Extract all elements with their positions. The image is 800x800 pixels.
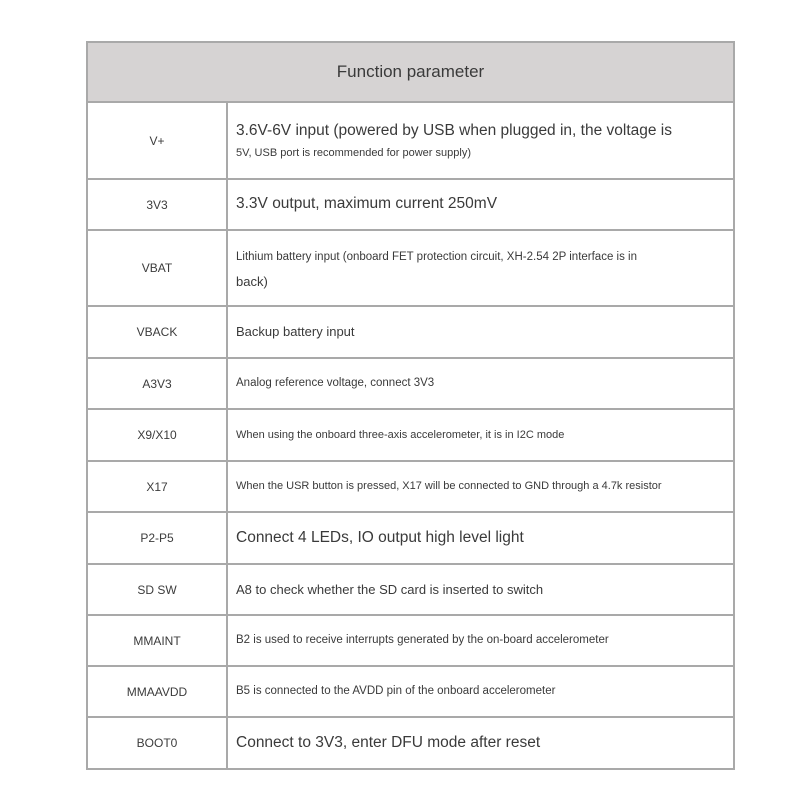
pin-description: When using the onboard three-axis accelerometer, it is in I2C mode xyxy=(227,409,734,461)
table-row xyxy=(87,306,734,358)
table-row xyxy=(87,409,734,461)
pin-name: BOOT0 xyxy=(87,717,227,769)
description-line-2: back) xyxy=(236,274,268,290)
pin-name: MMAINT xyxy=(87,615,227,666)
pin-description: Analog reference voltage, connect 3V3 xyxy=(227,358,734,409)
pin-description: Backup battery input xyxy=(227,306,734,358)
table-row xyxy=(87,717,734,769)
pin-description: B5 is connected to the AVDD pin of the onboard accelerometer xyxy=(227,666,734,717)
table-row xyxy=(87,179,734,230)
table-row xyxy=(87,564,734,615)
table-row xyxy=(87,512,734,564)
table-row xyxy=(87,358,734,409)
pin-name: VBACK xyxy=(87,306,227,358)
table-row xyxy=(87,461,734,512)
pin-description: B2 is used to receive interrupts generated by the on-board accelerometer xyxy=(227,615,734,666)
table-row xyxy=(87,230,734,306)
pin-description: A8 to check whether the SD card is inserted to switch xyxy=(227,564,734,615)
pin-name: X9/X10 xyxy=(87,409,227,461)
pin-name: SD SW xyxy=(87,564,227,615)
pin-name: 3V3 xyxy=(87,179,227,230)
pin-name: MMAAVDD xyxy=(87,666,227,717)
description-line-1: 3.6V-6V input (powered by USB when plugged in, the voltage is xyxy=(236,122,672,140)
pin-name: A3V3 xyxy=(87,358,227,409)
pin-description: Connect to 3V3, enter DFU mode after reset xyxy=(227,717,734,769)
description-line-1: Lithium battery input (onboard FET protection circuit, XH-2.54 2P interface is in xyxy=(236,251,637,264)
pin-description: When the USR button is pressed, X17 will be connected to GND through a 4.7k resistor xyxy=(227,461,734,512)
table-row xyxy=(87,102,734,179)
function-parameter-table xyxy=(86,41,735,770)
pin-name: P2-P5 xyxy=(87,512,227,564)
description-line-2: 5V, USB port is recommended for power supply) xyxy=(236,147,471,160)
pin-description: 3.3V output, maximum current 250mV xyxy=(227,179,734,230)
pin-description xyxy=(227,102,734,179)
table-row xyxy=(87,666,734,717)
pin-name: V+ xyxy=(87,102,227,179)
pin-name: VBAT xyxy=(87,230,227,306)
table-title: Function parameter xyxy=(87,42,734,102)
pin-description xyxy=(227,230,734,306)
table-row xyxy=(87,615,734,666)
pin-description: Connect 4 LEDs, IO output high level light xyxy=(227,512,734,564)
pin-name: X17 xyxy=(87,461,227,512)
table-header-row xyxy=(87,42,734,102)
